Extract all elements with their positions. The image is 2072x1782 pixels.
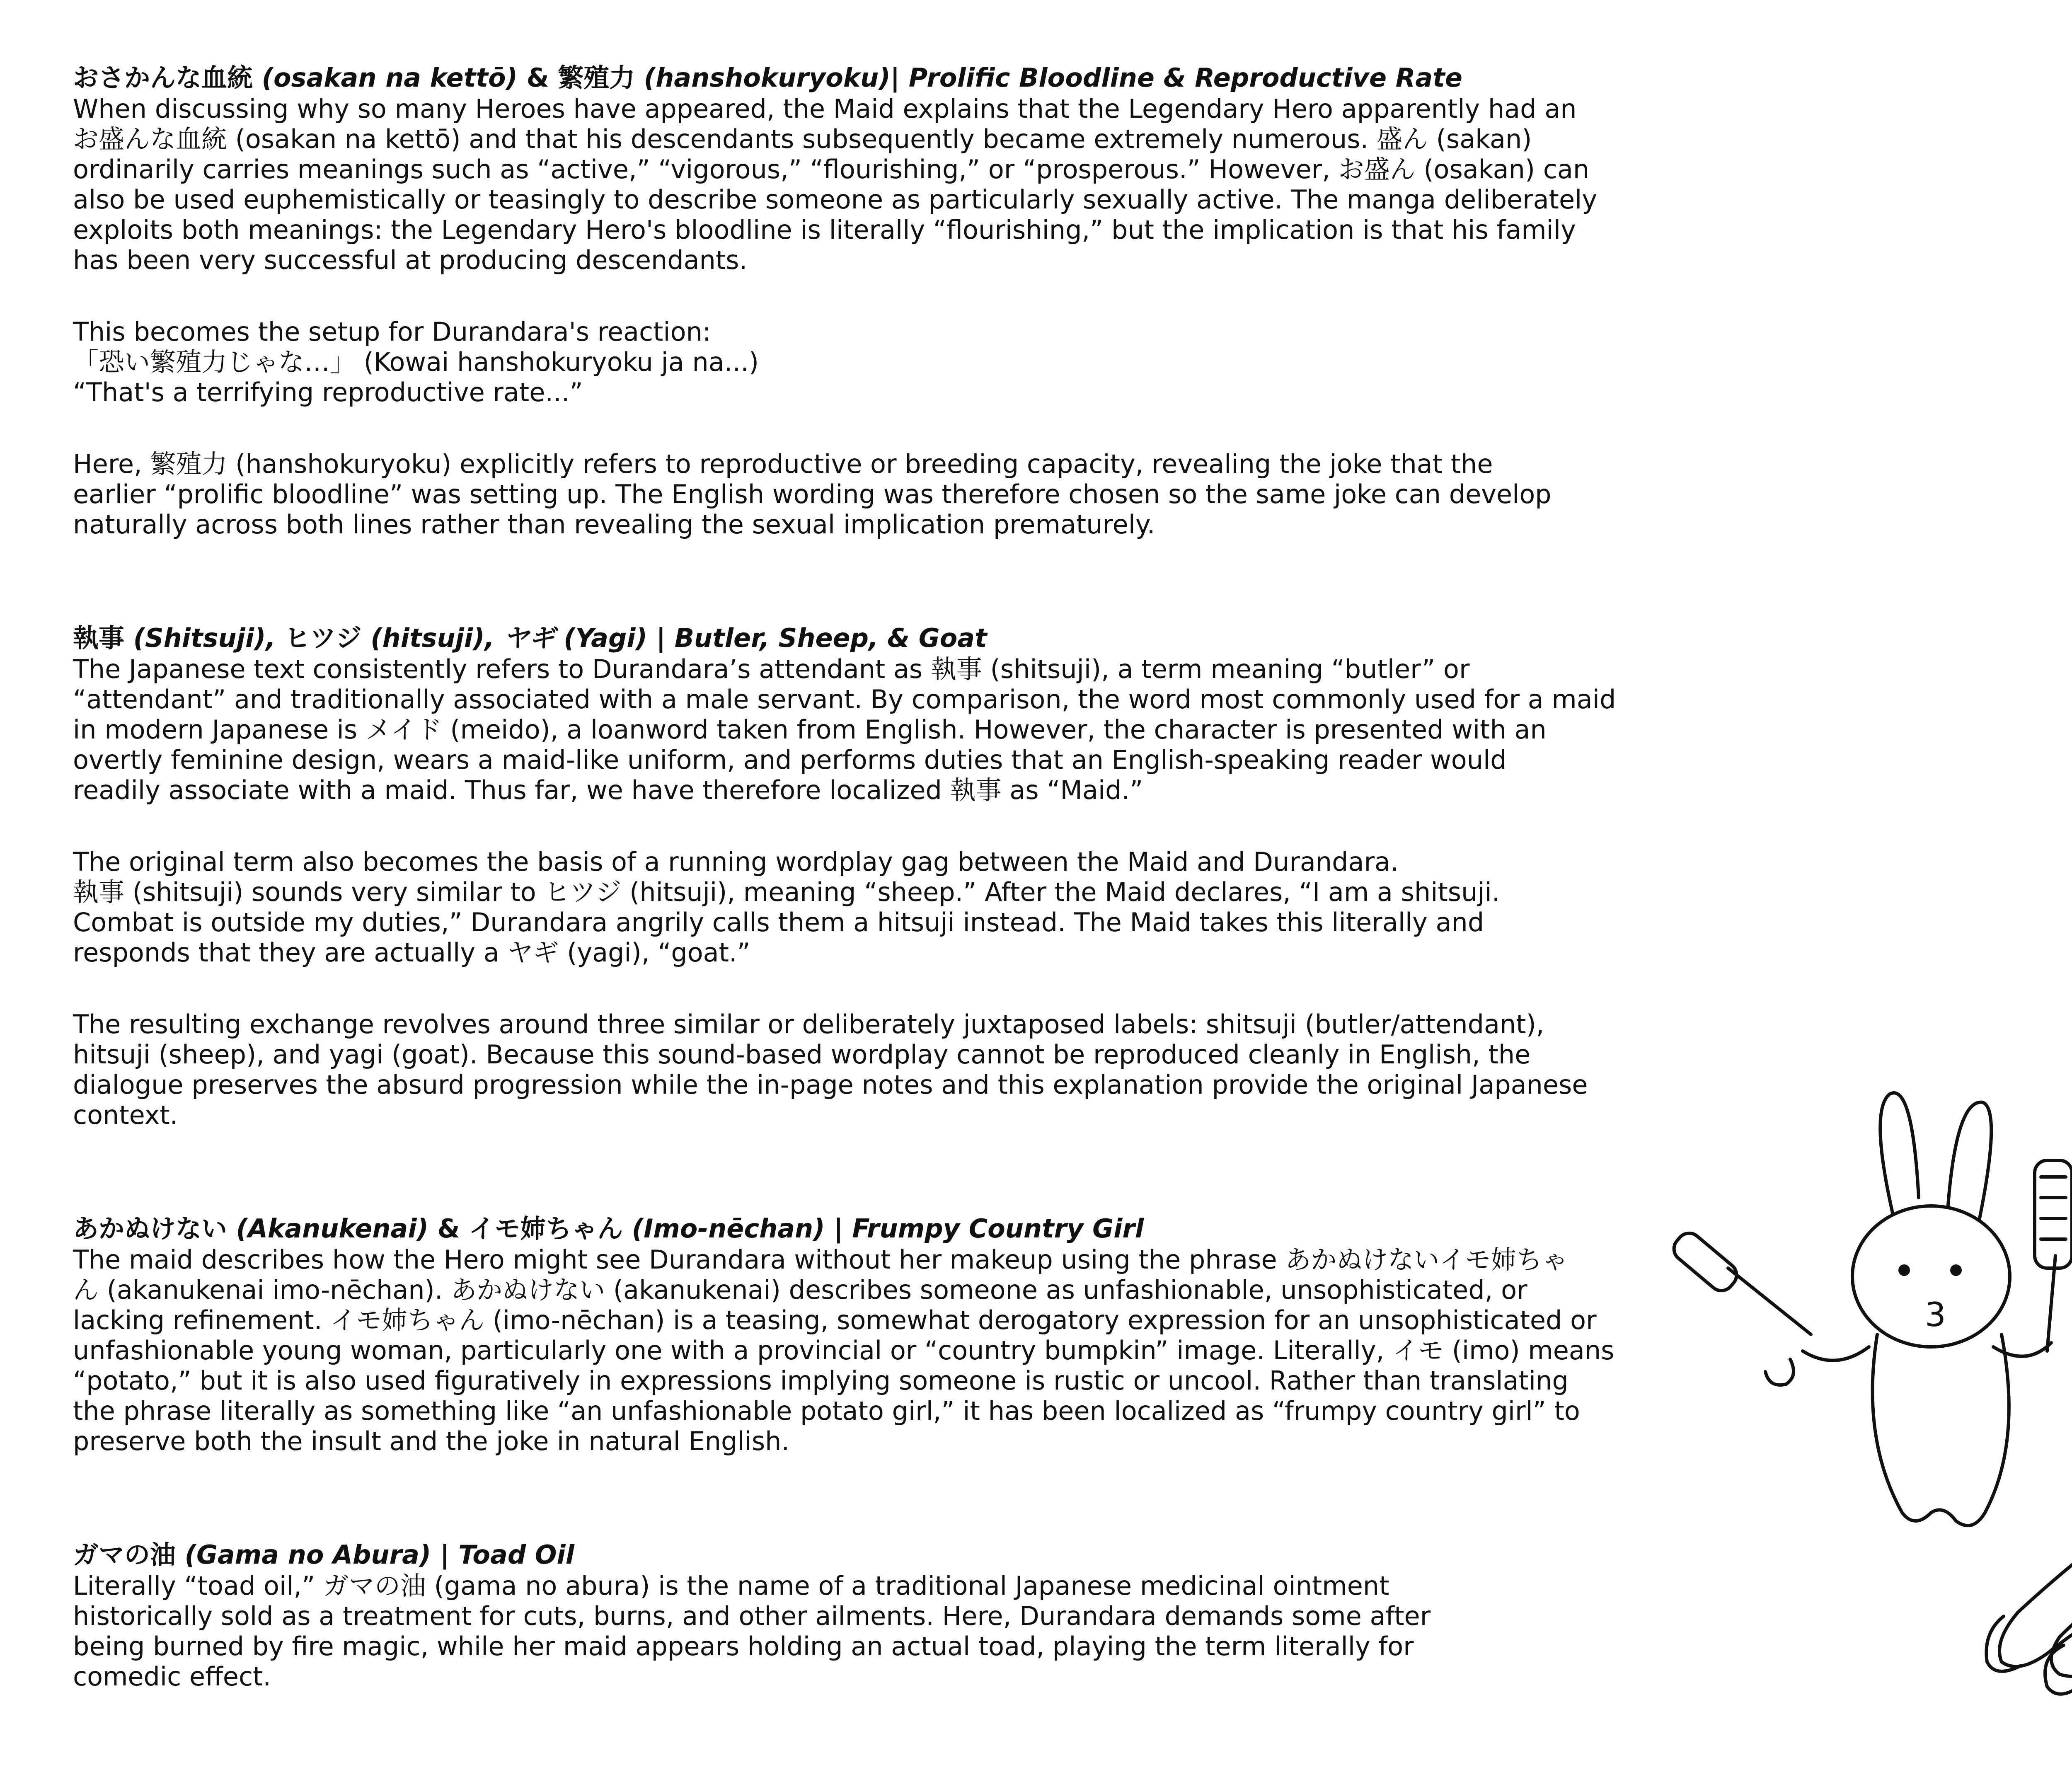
bunny-character <box>1669 1093 2072 1525</box>
translation-notes <box>73 62 1755 1692</box>
note-paragraph: The original term also becomes the basis of a running wordplay gag between the Maid and Durandara. 執事 (shitsuji) sounds very similar to ヒツジ (hitsuji), meaning “sheep.” After the Maid declares, “I am a shitsuji. Combat is outside my duties,” Durandara angrily calls them a hitsuji instead. The Maid takes this literally and responds that they are actually a ヤギ (yagi), “goat.” <box>73 847 1500 968</box>
note-section-akanukenai <box>73 1213 1755 1456</box>
section-title: おさかんな血統 (osakan na kettō) & 繁殖力 (hanshokuryoku)| Prolific Bloodline & Reproductive Rate <box>73 63 1462 93</box>
bunny-mouth: 3 <box>1925 1295 1946 1334</box>
section-title: 執事 (Shitsuji), ヒツジ (hitsuji), ヤギ (Yagi) | Butler, Sheep, & Goat <box>73 623 987 653</box>
maraca-left-icon <box>1669 1228 1811 1385</box>
note-paragraph: When discussing why so many Heroes have appeared, the Maid explains that the Legendary Hero apparently had an お盛んな血統 (osakan na kettō) and that his descendants subsequently became extremely numerous. 盛ん (sakan) ordinarily carries meanings such as “active,” “vigorous,” “flourishing,” or “prosperous.” However, お盛ん (osakan) can also be used euphemistically or teasingly to describe someone as particularly sexually active. The manga deliberately exploits both meanings: the Legendary Hero's bloodline is literally “flourishing,” but the implication is that his family has been very successful at producing descendants. <box>73 94 1598 275</box>
section-title: ガマの油 (Gama no Abura) | Toad Oil <box>73 1540 575 1570</box>
note-paragraph: The resulting exchange revolves around three similar or deliberately juxtaposed labels: shitsuji (butler/attendant), hitsuji (sheep), and yagi (goat). Because this sound-based wordplay cannot be reproduced cleanly in English, the dialogue preserves the absurd progression while the in-page notes and this explanation provide the original Japanese context. <box>73 1009 1588 1130</box>
note-section-gama-no-abura <box>73 1539 1755 1692</box>
note-section-shitsuji <box>73 622 1755 1130</box>
note-section-osakan <box>73 62 1755 540</box>
note-paragraph: The Japanese text consistently refers to Durandara’s attendant as 執事 (shitsuji), a term meaning “butler” or “attendant” and traditionally associated with a male servant. By comparison, the word most commonly used for a maid in modern Japanese is メイド (meido), a loanword taken from English. However, the character is presented with an overtly feminine design, wears a maid-like uniform, and performs duties that an English-speaking reader would readily associate with a maid. Thus far, we have therefore localized 執事 as “Maid.” <box>73 654 1616 805</box>
character-illustration <box>1595 961 2072 1770</box>
note-paragraph: Here, 繁殖力 (hanshokuryoku) explicitly refers to reproductive or breeding capacity, revealing the joke that the earlier “prolific bloodline” was setting up. The English wording was therefore chosen so the same joke can develop naturally across both lines rather than revealing the sexual implication prematurely. <box>73 449 1552 540</box>
section-title: あかぬけない (Akanukenai) & イモ姉ちゃん (Imo-nēchan) | Frumpy Country Girl <box>73 1213 1144 1244</box>
demon-lord-character <box>1986 966 2072 1694</box>
maraca-right-icon <box>2035 1160 2072 1351</box>
note-paragraph: This becomes the setup for Durandara's reaction: 「恐い繁殖力じゃな…」 (Kowai hanshokuryoku ja na...) “That's a terrifying reproductive rate...” <box>73 317 759 407</box>
note-paragraph: The maid describes how the Hero might see Durandara without her makeup using the phrase あかぬけないイモ姉ちゃ ん (akanukenai imo-nēchan). あかぬけない (akanukenai) describes someone as unfashionable, unsophisticated, or lacking refinement. イモ姉ちゃん (imo-nēchan) is a teasing, somewhat derogatory expression for an unsophisticated or unfashionable young woman, particularly one with a provincial or “country bumpkin” image. Literally, イモ (imo) means “potato,” but it is also used figuratively in expressions implying someone is rustic or uncool. Rather than translating the phrase literally as something like “an unfashionable potato girl,” it has been localized as “frumpy country girl” to preserve both the insult and the joke in natural English. <box>73 1244 1615 1456</box>
note-paragraph: Literally “toad oil,” ガマの油 (gama no abura) is the name of a traditional Japanese medicinal ointment historically sold as a treatment for cuts, burns, and other ailments. Here, Durandara demands some after being burned by fire magic, while her maid appears holding an actual toad, playing the term literally for comedic effect. <box>73 1571 1431 1692</box>
